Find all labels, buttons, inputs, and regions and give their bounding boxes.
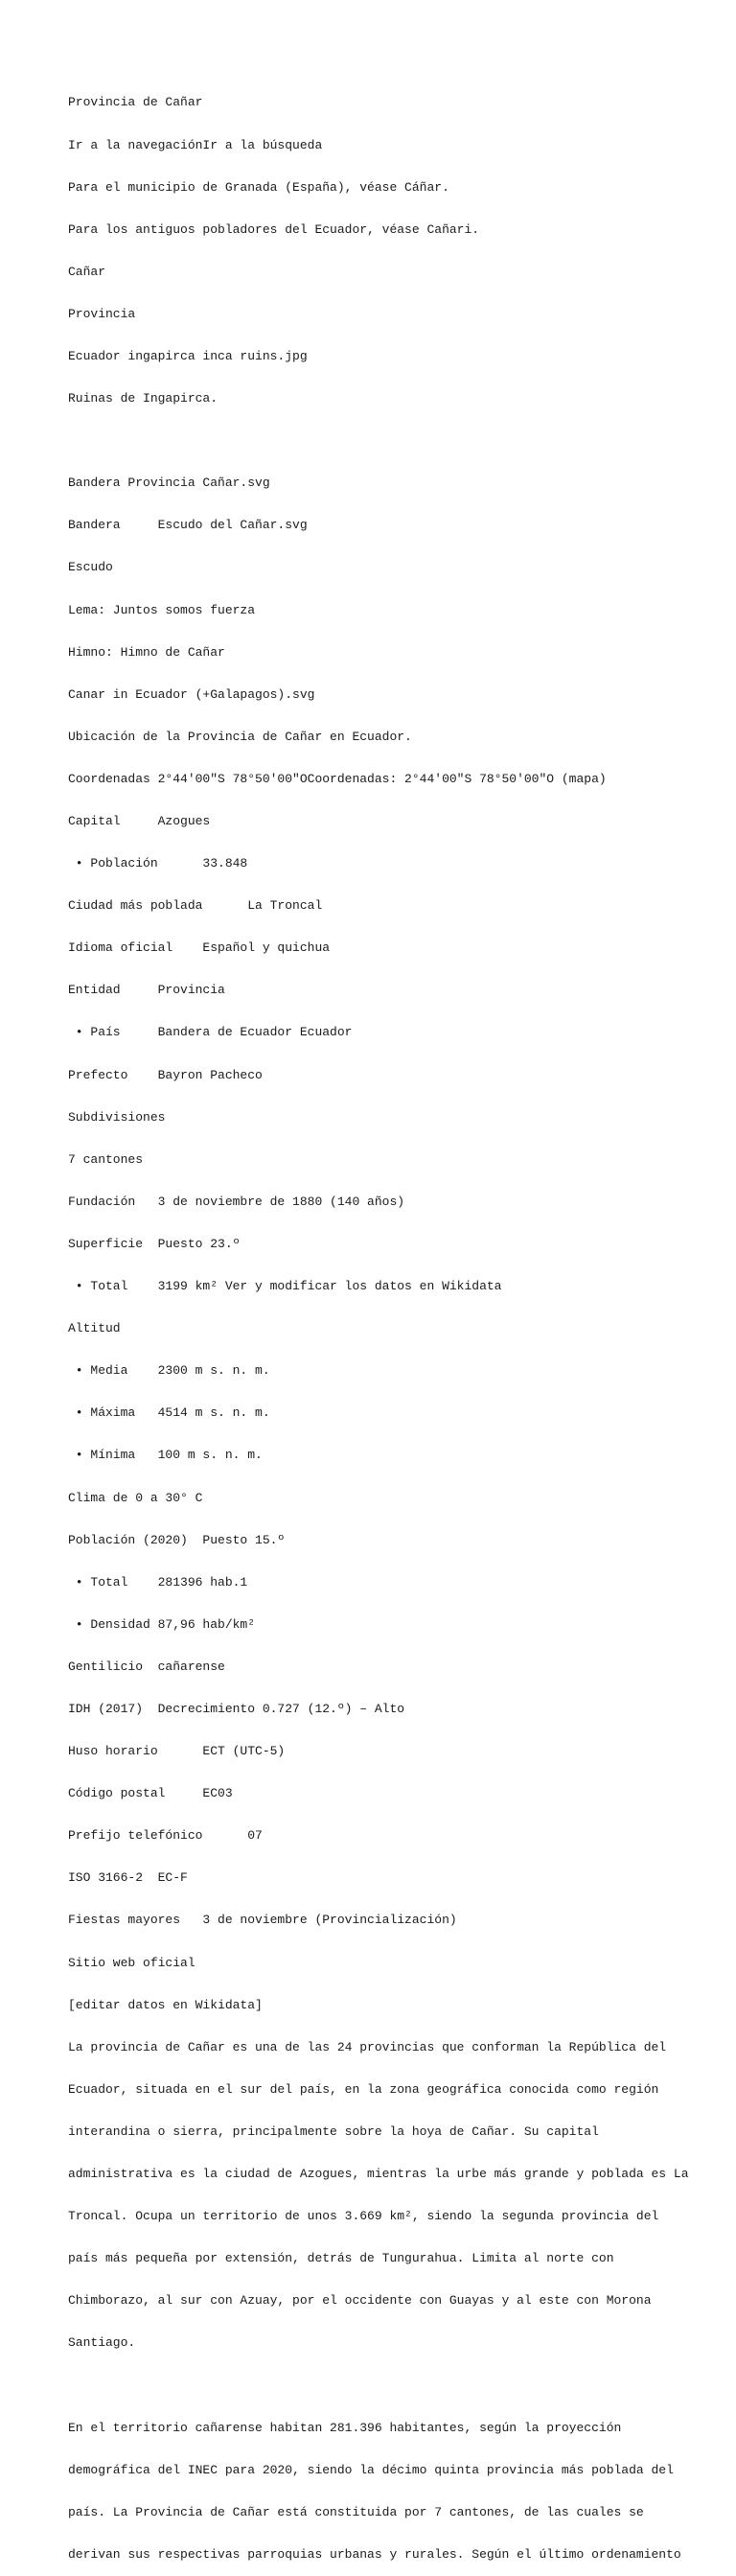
infobox-row: • Total 3199 km² Ver y modificar los datos en Wikidata	[68, 1279, 502, 1294]
infobox-row: • País Bandera de Ecuador Ecuador	[68, 1025, 353, 1040]
body-paragraph-line: país más pequeña por extensión, detrás de Tungurahua. Limita al norte con	[68, 2251, 614, 2266]
infobox-row: 7 cantones	[68, 1151, 144, 1167]
page-title: Provincia de Cañar	[68, 95, 203, 110]
disambiguation-note: Para el municipio de Granada (España), véase Cáñar.	[68, 179, 449, 195]
infobox-row: Altitud	[68, 1321, 121, 1336]
infobox-row: • Total 281396 hab.1	[68, 1574, 248, 1590]
motto: Lema: Juntos somos fuerza	[68, 602, 256, 617]
body-paragraph-line: país. La Provincia de Cañar está constituida por 7 cantones, de las cuales se	[68, 2504, 644, 2519]
infobox-row: Entidad Provincia	[68, 983, 225, 998]
official-website-link[interactable]: Sitio web oficial	[68, 1955, 196, 1970]
flag-filename[interactable]: Bandera Provincia Cañar.svg	[68, 476, 270, 491]
infobox-row: Prefecto Bayron Pacheco	[68, 1067, 263, 1082]
edit-wikidata-link[interactable]: [editar datos en Wikidata]	[68, 1997, 263, 2012]
infobox-row: Gentilicio cañarense	[68, 1659, 225, 1674]
body-paragraph-line: demográfica del INEC para 2020, siendo la décimo quinta provincia más poblada del	[68, 2462, 674, 2477]
blank-line	[68, 2379, 681, 2393]
infobox-row: • Máxima 4514 m s. n. m.	[68, 1405, 270, 1421]
infobox-row: • Mínima 100 m s. n. m.	[68, 1448, 263, 1463]
body-paragraph-line: derivan sus respectivas parroquias urbanas y rurales. Según el último ordenamiento	[68, 2546, 681, 2562]
infobox-row: Huso horario ECT (UTC-5)	[68, 1744, 286, 1759]
navigation-links[interactable]: Ir a la navegaciónIr a la búsqueda	[68, 137, 323, 152]
blank-line	[68, 434, 681, 449]
infobox-row: • Media 2300 m s. n. m.	[68, 1363, 270, 1379]
body-paragraph-line: Troncal. Ocupa un territorio de unos 3.669 km², siendo la segunda provincia del	[68, 2209, 659, 2224]
infobox-row: Idioma oficial Español y quichua	[68, 940, 331, 956]
infobox-row: ISO 3166-2 EC-F	[68, 1870, 188, 1886]
coordinates: Coordenadas 2°44′00″S 78°50′00″OCoordenadas: 2°44′00″S 78°50′00″O (mapa)	[68, 771, 607, 786]
infobox-row: Fundación 3 de noviembre de 1880 (140 años)	[68, 1194, 405, 1209]
document-text	[68, 68, 689, 2576]
infobox-row: Capital Azogues	[68, 814, 211, 828]
body-paragraph-line: Chimborazo, al sur con Azuay, por el occidente con Guayas y al este con Morona	[68, 2293, 652, 2309]
infobox-title: Cañar	[68, 264, 106, 279]
infobox-row: Subdivisiones	[68, 1109, 166, 1125]
infobox-subtitle: Provincia	[68, 306, 136, 321]
shield-label: Escudo	[68, 560, 113, 575]
infobox-row: • Población 33.848	[68, 856, 248, 871]
body-paragraph-line: En el territorio cañarense habitan 281.396 habitantes, según la proyección	[68, 2420, 622, 2435]
map-caption: Ubicación de la Provincia de Cañar en Ecuador.	[68, 729, 412, 744]
body-paragraph-line: Santiago.	[68, 2335, 136, 2351]
body-paragraph-line: La provincia de Cañar es una de las 24 provincias que conforman la República del	[68, 2039, 667, 2054]
infobox-row: IDH (2017) Decrecimiento 0.727 (12.º) – Alto	[68, 1701, 405, 1716]
map-filename[interactable]: Canar in Ecuador (+Galapagos).svg	[68, 686, 315, 702]
infobox-row: Población (2020) Puesto 15.º	[68, 1532, 286, 1547]
infobox-row: Código postal EC03	[68, 1786, 233, 1801]
image-filename[interactable]: Ecuador ingapirca inca ruins.jpg	[68, 348, 308, 363]
body-paragraph-line: administrativa es la ciudad de Azogues, mientras la urbe más grande y poblada es La	[68, 2167, 689, 2181]
flag-shield-row: Bandera Escudo del Cañar.svg	[68, 518, 308, 533]
infobox-row: Clima de 0 a 30° C	[68, 1490, 203, 1505]
infobox-row: Fiestas mayores 3 de noviembre (Provincialización)	[68, 1913, 457, 1928]
image-caption: Ruinas de Ingapirca.	[68, 391, 218, 406]
anthem: Himno: Himno de Cañar	[68, 644, 225, 660]
body-paragraph-line: Ecuador, situada en el sur del país, en la zona geográfica conocida como región	[68, 2081, 659, 2097]
body-paragraph-line: interandina o sierra, principalmente sobre la hoya de Cañar. Su capital	[68, 2123, 599, 2139]
infobox-row: • Densidad 87,96 hab/km²	[68, 1616, 256, 1632]
disambiguation-note: Para los antiguos pobladores del Ecuador, véase Cañari.	[68, 221, 480, 237]
infobox-row: Superficie Puesto 23.º	[68, 1236, 241, 1251]
infobox-row: Prefijo telefónico 07	[68, 1828, 263, 1844]
infobox-row: Ciudad más poblada La Troncal	[68, 898, 323, 914]
